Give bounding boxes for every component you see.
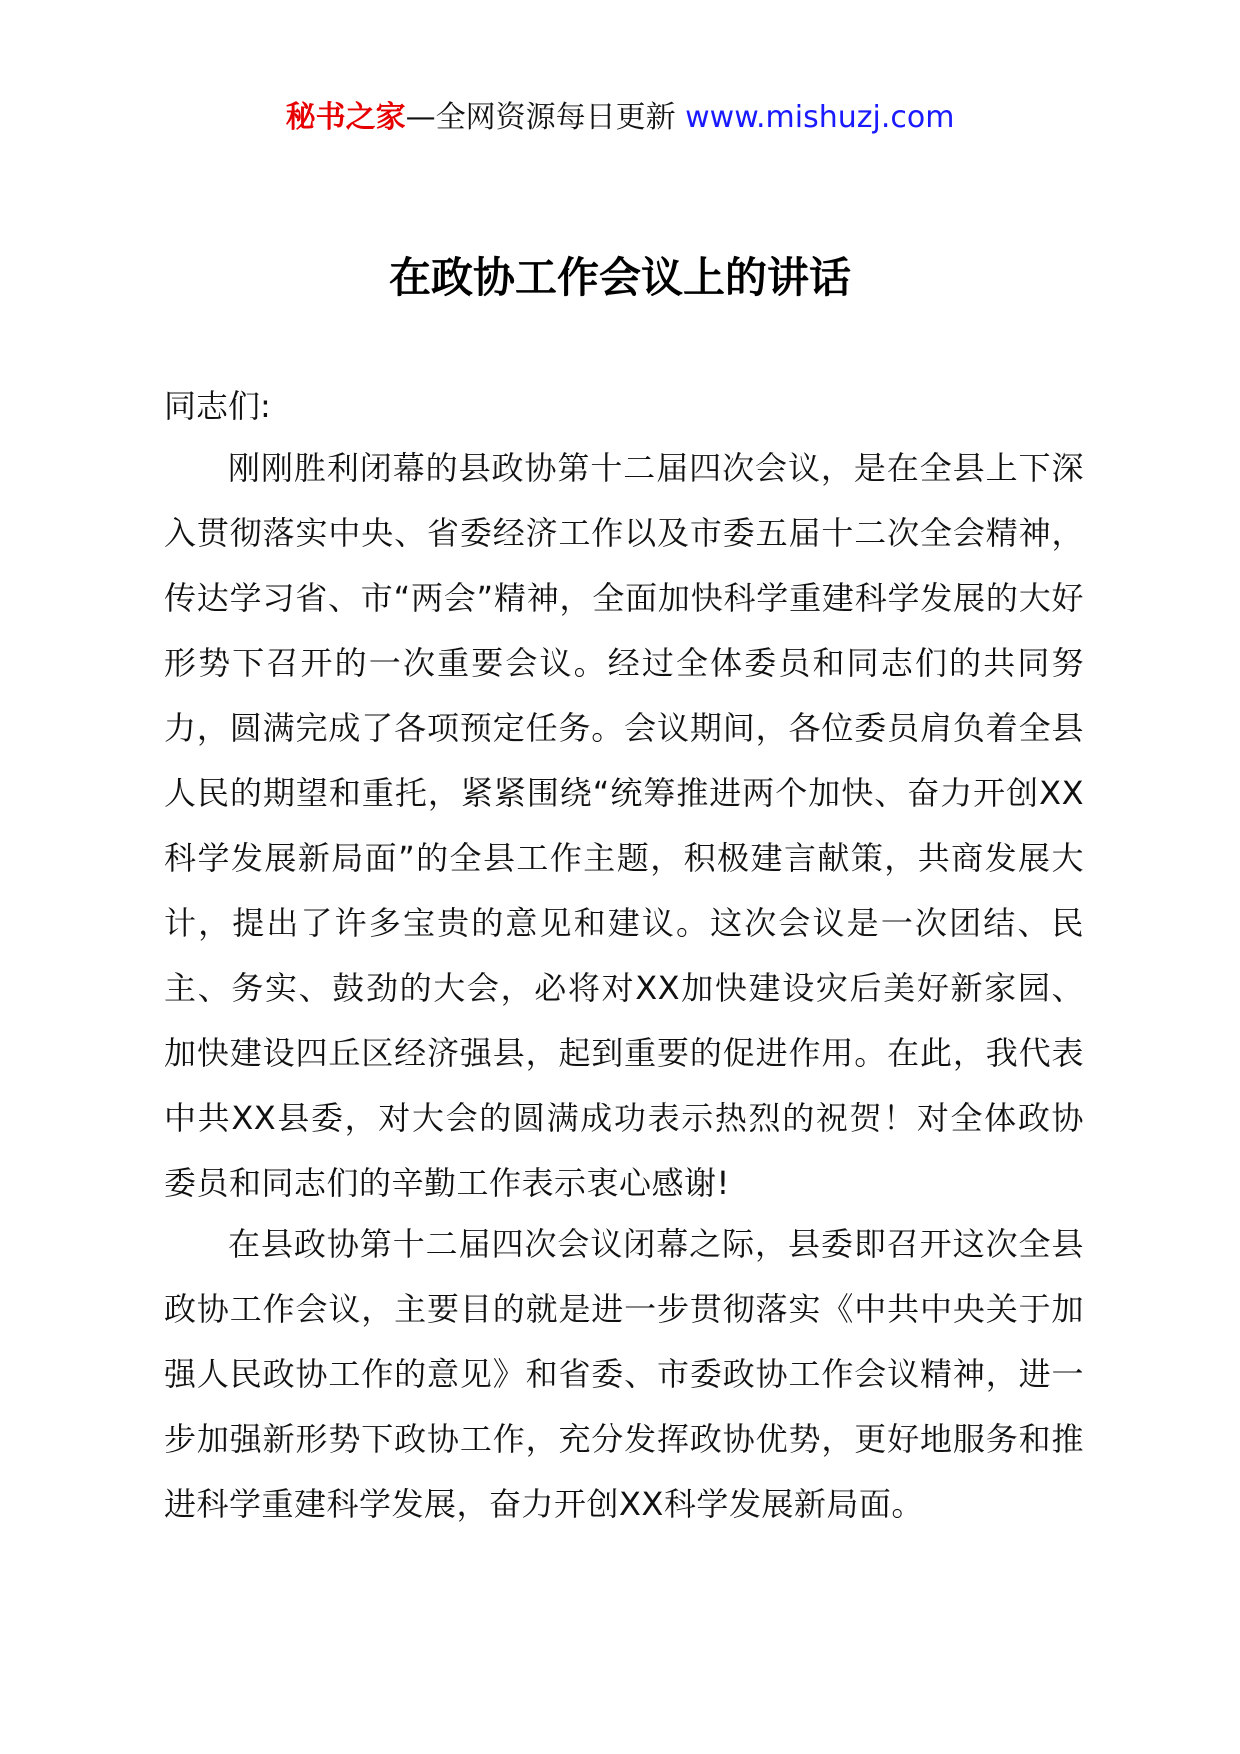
salutation: 同志们: <box>164 387 271 425</box>
site-tagline: —全网资源每日更新 <box>405 100 686 135</box>
body-paragraph: 刚刚胜利闭幕的县政协第十二届四次会议，是在全县上下深入贯彻落实中央、省委经济工作以及市委五届十二次全会精神，传达学习省、市“两会”精神，全面加快科学重建科学发展的大好形势下召开的一次重要会议。经过全体委员和同志们的共同努力，圆满完成了各项预定任务。会议期间，各位委员肩负着全县人民的期望和重托，紧紧围绕“统筹推进两个加快、奋力开创XX科学发展新局面”的全县工作主题，积极建言献策，共商发展大计，提出了许多宝贵的意见和建议。这次会议是一次团结、民主、务实、鼓劲的大会，必将对XX加快建设灾后美好新家园、加快建设四丘区经济强县，起到重要的促进作用。在此，我代表中共XX县委，对大会的圆满成功表示热烈的祝贺！对全体政协委员和同志们的辛勤工作表示衷心感谢! <box>164 449 1084 1202</box>
site-url-link[interactable]: www.mishuzj.com <box>685 100 955 135</box>
site-name: 秘书之家 <box>285 100 406 135</box>
document-title: 在政协工作会议上的讲话 <box>388 253 851 302</box>
site-header <box>0 98 1240 138</box>
body-paragraph: 在县政协第十二届四次会议闭幕之际，县委即召开这次全县政协工作会议，主要目的就是进一步贯彻落实《中共中央关于加强人民政协工作的意见》和省委、市委政协工作会议精神，进一步加强新形势下政协工作，充分发挥政协优势，更好地服务和推进科学重建科学发展，奋力开创XX科学发展新局面。 <box>164 1225 1084 1523</box>
